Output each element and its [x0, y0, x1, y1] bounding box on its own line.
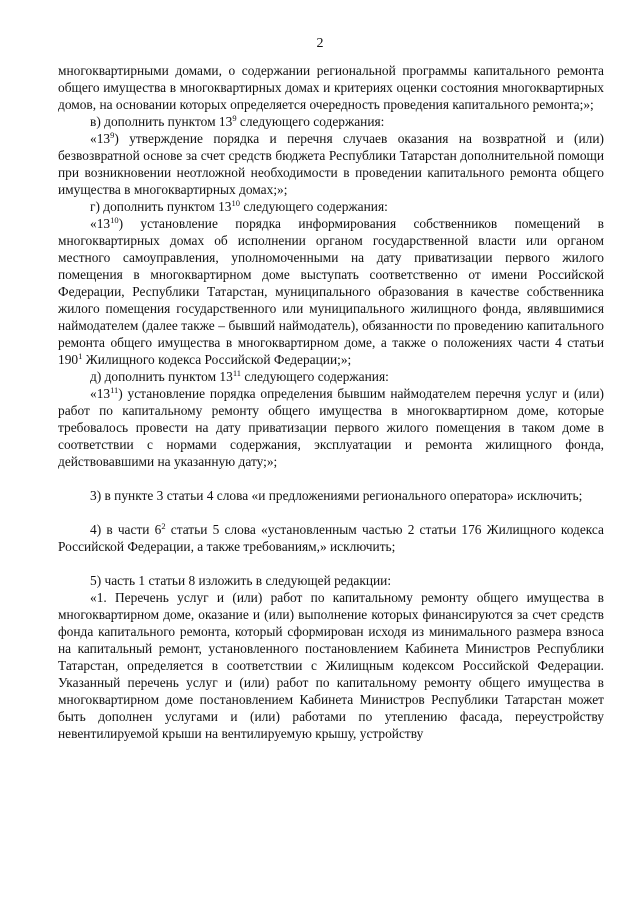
paragraph-item-5: 5) часть 1 статьи 8 изложить в следующей редакции:	[90, 573, 392, 588]
paragraph-article-8-part-1: «1. Перечень услуг и (или) работ по капитальному ремонту общего имущества в многоквартирном доме, оказание и (или) выполнение которых финансируются за счет средств фонда капитального ремонта, который сформирован исходя из минимального размера взноса на капитальный ремонт, установленного постановлением Кабинета Министров Республики Татарстан, определяется в соответствии с Жилищным кодексом Российской Федерации. Указанный перечень услуг и (или) работ по капитальному ремонту общего имущества в многоквартирном доме постановлением Кабинета Министров Республики Татарстан может быть дополнен услугами и (или) работами по утеплению фасада, переустройству невентилируемой крыши на вентилируемую крышу, устройству	[58, 590, 604, 741]
paragraph-point-13-11: «$13^{11}$) установление порядка определения бывшим наймодателем перечня услуг и (или) работ по капитальному ремонту общего имущества в многоквартирном доме, которые требовалось провести на дату приватизации первого жилого помещения в таком доме в соответствии с нормами содержания, эксплуатации и ремонта жилищного фонда, действовавшими на указанную дату;»;	[58, 385, 604, 469]
paragraph-item-g: г) дополнить пунктом $13^{10}$ следующего содержания:	[90, 198, 388, 214]
paragraph-item-3: 3) в пункте 3 статьи 4 слова «и предложениями регионального оператора» исключить;	[90, 488, 583, 503]
document-body	[58, 62, 604, 742]
paragraph-point-13-9: «$13^9$) утверждение порядка и перечня случаев оказания на возвратной и (или) безвозвратной основе за счет средств бюджета Республики Татарстан дополнительной помощи при возникновении неотложной необходимости в проведении капитального ремонта общего имущества в многоквартирных домах;»;	[58, 130, 604, 197]
paragraph-item-d: д) дополнить пунктом $13^{11}$ следующего содержания:	[90, 368, 389, 384]
paragraph-item-v: в) дополнить пунктом $13^9$ следующего содержания:	[90, 113, 385, 129]
paragraph-point-13-10: «$13^{10}$) установление порядка информирования собственников помещений в многоквартирных домах об исполнении органом государственной власти или органом местного самоуправления, уполномоченными на дату приватизации первого жилого помещения в многоквартирном доме выступать соответственно от имени Российской Федерации, Республики Татарстан, муниципального образования в качестве собственника жилого помещения государственного или муниципального жилищного фонда, являвшимися наймодателем (далее также – бывший наймодатель), обязанности по проведению капитального ремонта общего имущества в многоквартирном доме, а также о положениях части 4 статьи $190^1$ Жилищного кодекса Российской Федерации;»;	[58, 215, 604, 367]
paragraph-continuation: многоквартирными домами, о содержании региональной программы капитального ремонта общего имущества в многоквартирных домах и критериях оценки состояния многоквартирных домов, на основании которых определяется очередность проведения капитального ремонта;»;	[58, 63, 604, 112]
paragraph-item-4: 4) в части $6^2$ статьи 5 слова «установленным частью 2 статьи 176 Жилищного кодекса Российской Федерации, а также требованиям,» исключить;	[58, 521, 604, 554]
page-number: 2	[316, 36, 324, 51]
